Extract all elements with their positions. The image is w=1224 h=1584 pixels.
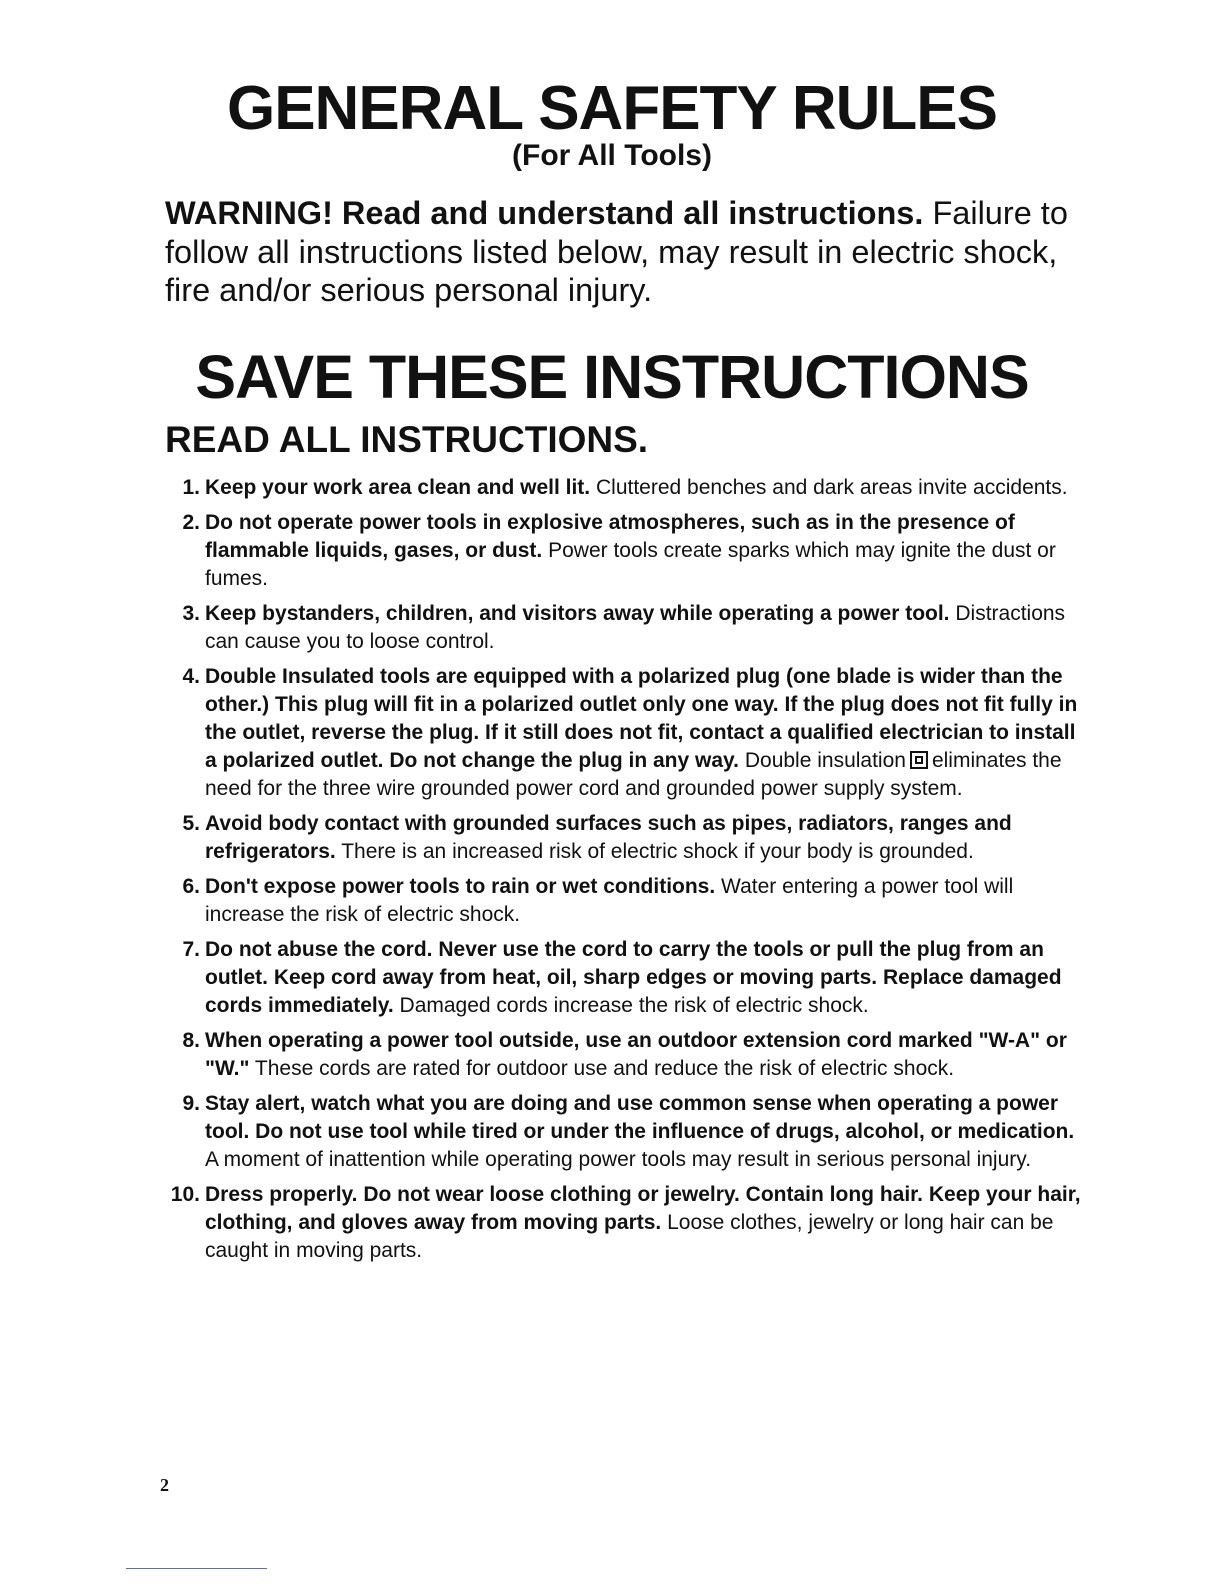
rule-text-before-icon: Double insulation — [744, 749, 906, 772]
safety-rule — [0, 474, 1085, 502]
rule-text: Damaged cords increase the risk of electric shock. — [399, 994, 869, 1017]
rule-number: 5. — [182, 812, 200, 835]
rule-text: Distractions can cause you to loose control. — [205, 602, 1066, 653]
safety-rule — [0, 936, 1085, 1020]
rule-bold-text: Keep your work area clean and well lit. — [205, 476, 591, 499]
rule-bold-text: Do not abuse the cord. Never use the cord to carry the tools or pull the plug from an outlet. Keep cord away from heat, oil, sharp edges or moving parts. Replace damaged cords immediately. — [205, 938, 1062, 1017]
safety-rules-list — [0, 474, 1224, 1272]
safety-rule — [0, 1090, 1085, 1174]
rule-number: 6. — [182, 875, 200, 898]
rule-bold-text: Don't expose power tools to rain or wet conditions. — [205, 875, 716, 898]
page-subtitle: (For All Tools) — [512, 139, 712, 172]
warning-paragraph — [165, 194, 1090, 310]
warning-text: Failure to follow all instructions listed below, may result in electric shock, fire and/or serious personal injury. — [165, 195, 1068, 308]
rule-number: 8. — [182, 1029, 200, 1052]
safety-rule — [0, 1027, 1085, 1083]
rule-bold-text: Dress properly. Do not wear loose clothing or jewelry. Contain long hair. Keep your hair, clothing, and gloves away from moving parts. — [205, 1183, 1081, 1234]
double-insulation-icon — [910, 751, 928, 769]
rule-bold-text: When operating a power tool outside, use an outdoor extension cord marked "W-A" or "W." — [205, 1029, 1067, 1080]
read-all-instructions-heading: READ ALL INSTRUCTIONS. — [165, 419, 649, 460]
rule-bold-text: Keep bystanders, children, and visitors away while operating a power tool. — [205, 602, 950, 625]
rule-text: Cluttered benches and dark areas invite accidents. — [595, 476, 1068, 499]
rule-number: 9. — [182, 1092, 200, 1115]
warning-bold-text: WARNING! Read and understand all instructions. — [165, 195, 924, 231]
page-number: 2 — [160, 1475, 169, 1495]
rule-text: A moment of inattention while operating power tools may result in serious personal injury. — [205, 1148, 1032, 1171]
rule-bold-text: Avoid body contact with grounded surfaces such as pipes, radiators, ranges and refrigerators. — [205, 812, 1012, 863]
rule-number: 2. — [182, 511, 200, 534]
rule-text: Water entering a power tool will increase the risk of electric shock. — [205, 875, 1014, 926]
rule-text: There is an increased risk of electric shock if your body is grounded. — [341, 840, 974, 863]
rule-text: Power tools create sparks which may ignite the dust or fumes. — [205, 539, 1056, 590]
rule-number: 7. — [182, 938, 200, 961]
rule-text: These cords are rated for outdoor use and reduce the risk of electric shock. — [254, 1057, 955, 1080]
safety-rule — [0, 873, 1085, 929]
rule-text-after-icon: eliminates the need for the three wire grounded power cord and grounded power supply system. — [205, 749, 1062, 800]
rule-bold-text: Double Insulated tools are equipped with a polarized plug (one blade is wider than the other.) This plug will fit in a polarized outlet only one way. If the plug does not fit fully in the outlet, reverse the plug. If it still does not fit, contact a qualified electrician to install a polarized outlet. Do not change the plug in any way. — [205, 665, 1078, 772]
save-instructions-heading: SAVE THESE INSTRUCTIONS — [195, 343, 1029, 411]
page-title: GENERAL SAFETY RULES — [226, 74, 998, 143]
rule-number: 3. — [182, 602, 200, 625]
scan-edge-line — [126, 1568, 267, 1569]
safety-rule — [0, 810, 1085, 866]
safety-rule — [0, 663, 1085, 803]
rule-bold-text: Stay alert, watch what you are doing and use common sense when operating a power tool. Do not use tool while tired or under the influence of drugs, alcohol, or medication. — [205, 1092, 1075, 1143]
safety-rule — [0, 600, 1085, 656]
safety-rule — [0, 509, 1085, 593]
rule-number: 1. — [182, 476, 200, 499]
safety-rule — [0, 1181, 1085, 1265]
rule-number: 10. — [170, 1183, 200, 1206]
rule-bold-text: Do not operate power tools in explosive atmospheres, such as in the presence of flammable liquids, gases, or dust. — [205, 511, 1015, 562]
rule-number: 4. — [182, 665, 200, 688]
rule-text: Loose clothes, jewelry or long hair can be caught in moving parts. — [205, 1211, 1054, 1262]
